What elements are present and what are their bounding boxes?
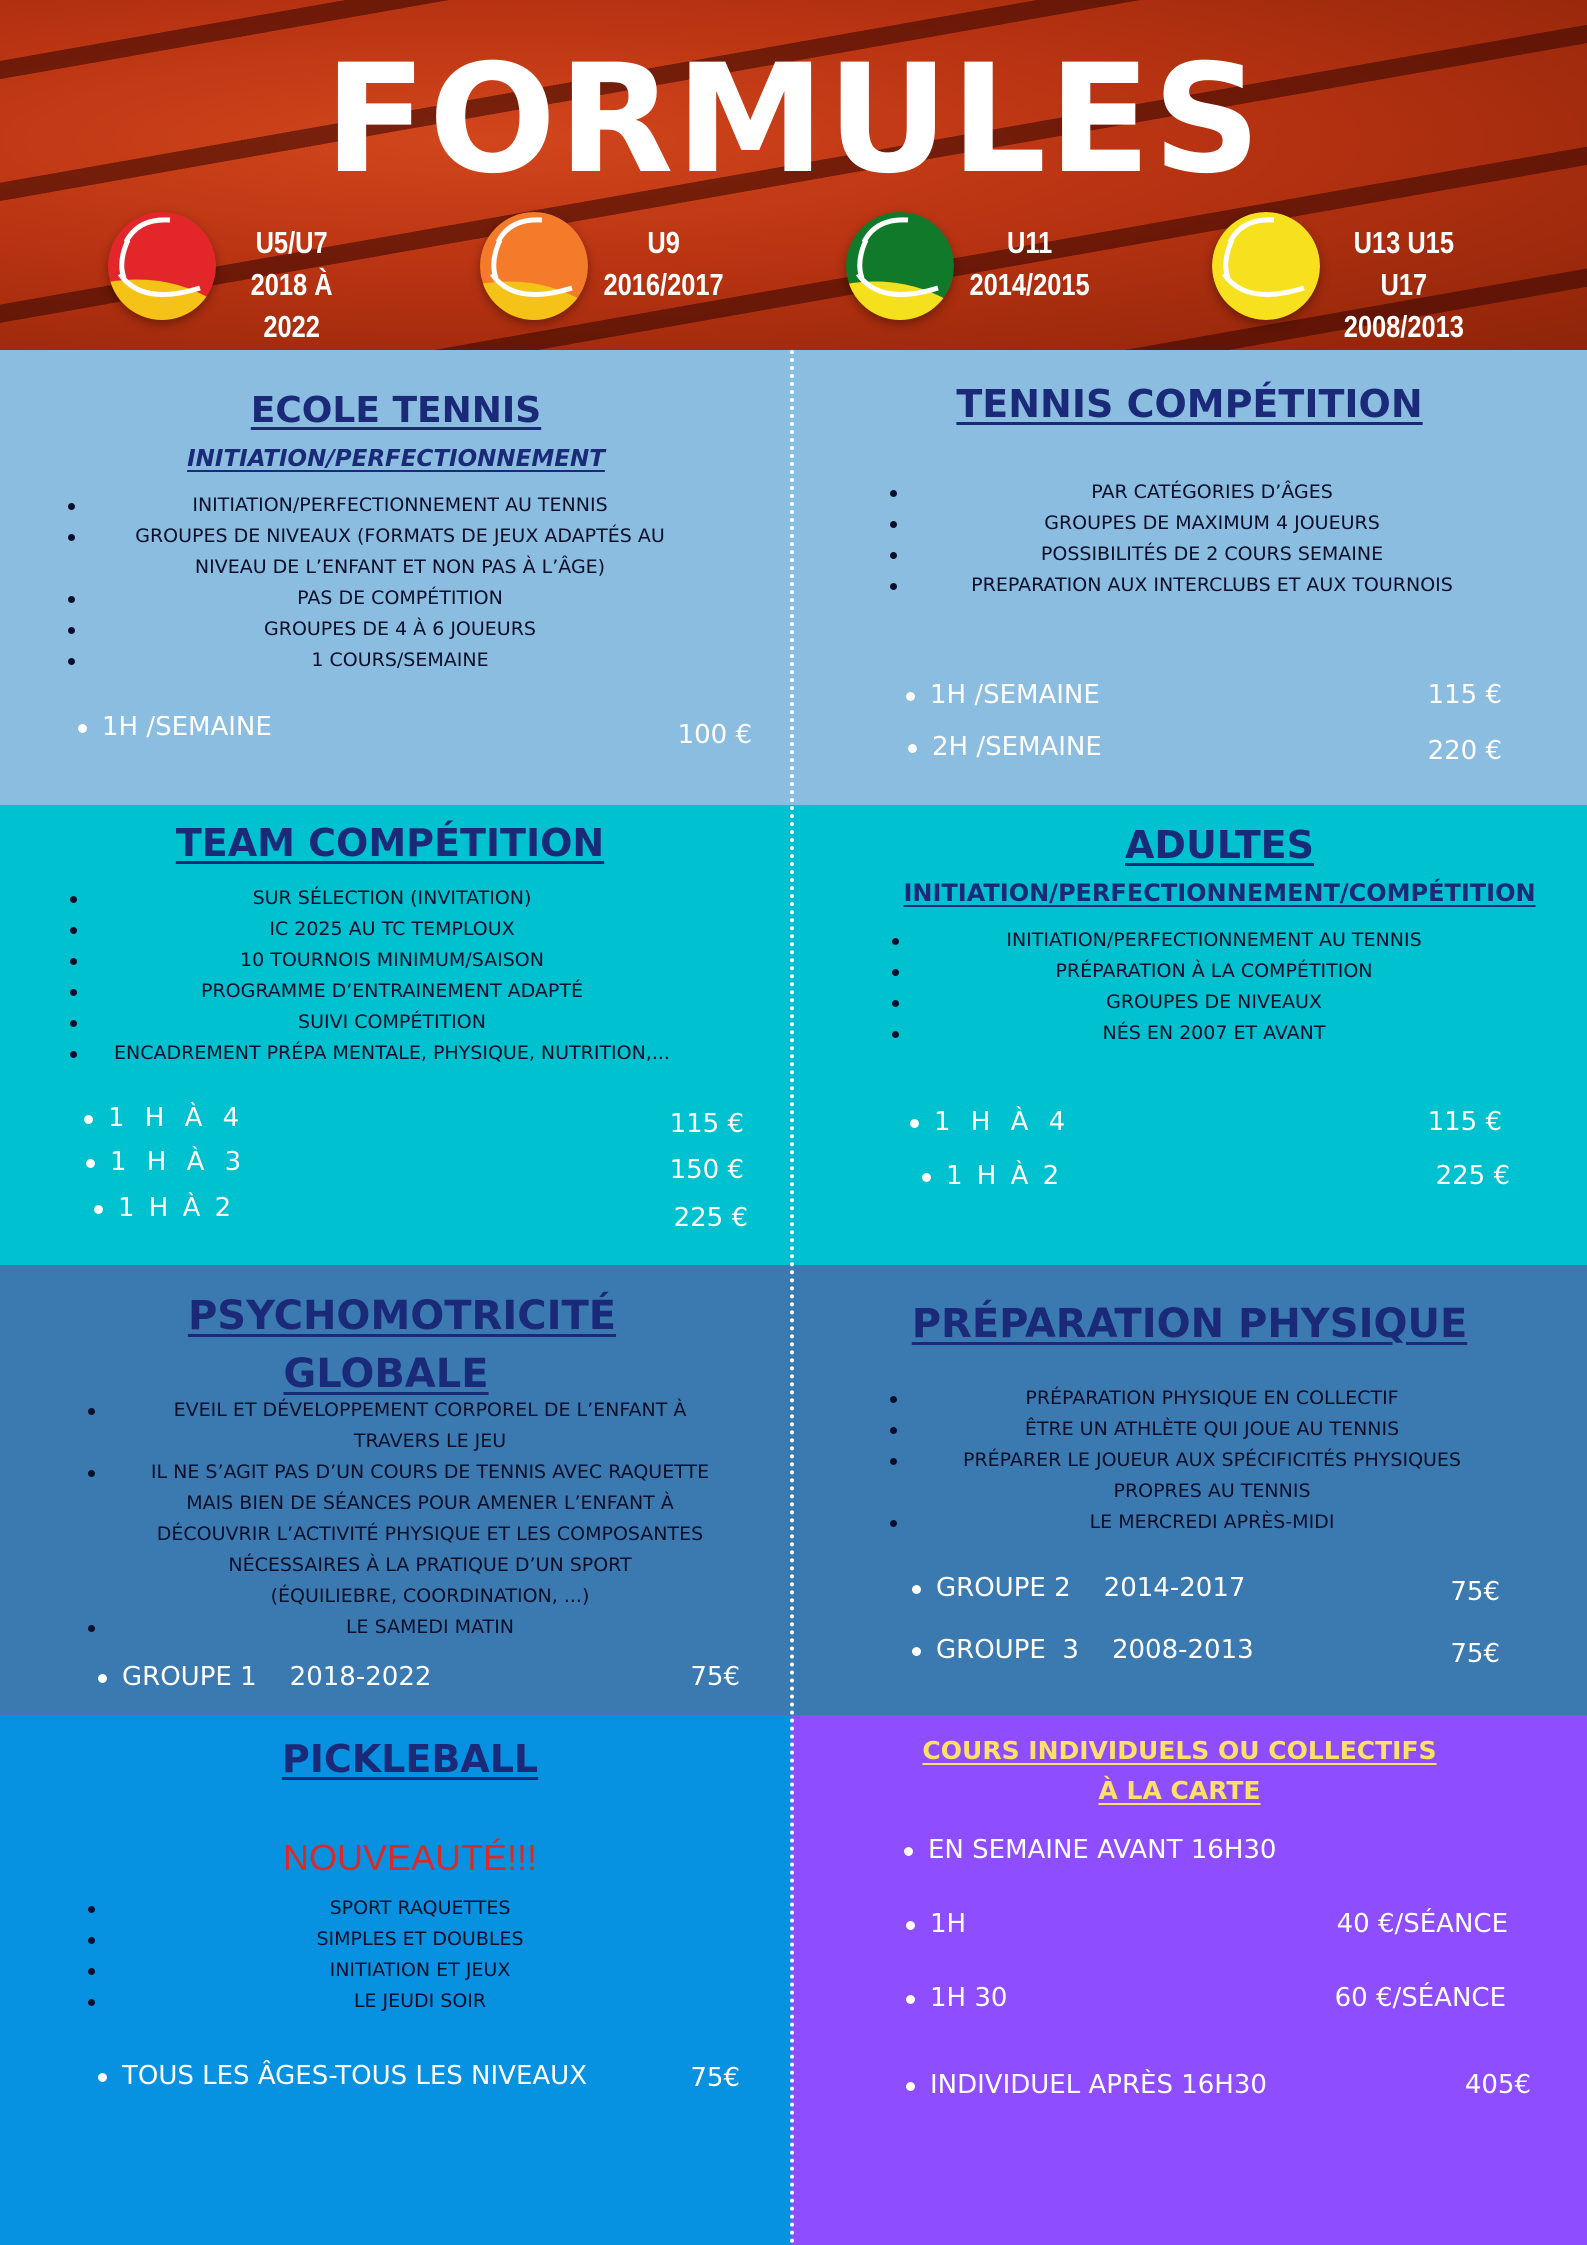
orange-tennis-ball-icon [480,212,588,320]
green-tennis-ball-icon [846,212,954,320]
price-label: GROUPE 2 2014-2017 [936,1573,1246,1603]
adultes-title: ADULTES [1125,823,1314,867]
category-years: 2016/2017 [603,267,724,302]
ecole-subtitle: INITIATION/PERFECTIONNEMENT [187,446,605,472]
panel-preparation-physique [792,1265,1587,1715]
list-item: POSSIBILITÉS DE 2 COURS SEMAINE [892,539,1532,570]
price-label: 1 H À 4 [934,1107,1072,1137]
individuels-title-line2: À LA CARTE [1098,1776,1261,1805]
pickle-title: PICKLEBALL [281,1737,539,1781]
pickle-bullets [90,1893,750,2017]
team-title: TEAM COMPÉTITION [175,821,605,865]
list-item: LE MERCREDI APRÈS-MIDI [892,1507,1532,1538]
price-label: GROUPE 1 2018-2022 [122,1662,432,1692]
price-value: 115 € [1427,1107,1502,1137]
panel-adultes [792,805,1587,1265]
list-item: SIMPLES ET DOUBLES [90,1924,750,1955]
price-row [122,1662,740,1715]
category-label: U9 [647,225,680,260]
list-item: ENCADREMENT PRÉPA MENTALE, PHYSIQUE, NUTRITION,... [72,1038,712,1069]
list-item: (ÉQUILIEBRE, COORDINATION, ...) [270,1585,590,1607]
list-item: 10 TOURNOIS MINIMUM/SAISON [72,945,712,976]
panel-tennis-competition [792,350,1587,805]
list-item: NÉCESSAIRES À LA PRATIQUE D’UN SPORT [228,1554,632,1576]
column-divider [790,350,794,2245]
price-value: 60 €/SÉANCE [1334,1983,1506,2013]
yellow-tennis-ball-icon [1212,212,1320,320]
list-item: DÉCOUVRIR L’ACTIVITÉ PHYSIQUE ET LES COMPOSANTES [156,1523,704,1545]
price-label: 1H /SEMAINE [102,712,272,742]
price-value: 75€ [1450,1639,1500,1669]
price-value: 405€ [1464,2070,1531,2100]
team-bullets [72,883,712,1069]
price-label: TOUS LES ÂGES-TOUS LES NIVEAUX [122,2061,588,2091]
prepa-title: PRÉPARATION PHYSIQUE [911,1301,1468,1347]
price-value: 75€ [690,2063,740,2093]
list-item: PROGRAMME D’ENTRAINEMENT ADAPTÉ [72,976,712,1007]
adultes-subtitle: INITIATION/PERFECTIONNEMENT/COMPÉTITION [903,879,1536,907]
category-u11 [846,212,1166,322]
list-item: GROUPES DE NIVEAUX [894,987,1534,1018]
list-item: PAS DE COMPÉTITION [70,583,730,614]
price-value: 225 € [673,1203,748,1233]
price-value: 225 € [1435,1161,1510,1191]
competition-title: TENNIS COMPÉTITION [956,382,1423,426]
category-label: U13 U15 U17 [1353,225,1454,302]
price-label: 2H /SEMAINE [932,732,1102,762]
panel-pickleball [0,1715,792,2245]
price-label: 1H [930,1909,967,1939]
price-value: 75€ [690,1662,740,1692]
category-u9 [480,212,800,322]
ecole-title: ECOLE TENNIS [250,390,542,431]
category-label: U11 [1006,225,1053,260]
category-u13-u15-u17 [1212,212,1532,344]
list-item: EVEIL ET DÉVELOPPEMENT CORPOREL DE L’ENFANT À [90,1395,770,1426]
price-label: 1 H À 4 [108,1103,246,1133]
list-item: SUR SÉLECTION (INVITATION) [72,883,712,914]
list-item: INITIATION/PERFECTIONNEMENT AU TENNIS [894,925,1534,956]
price-value: 115 € [1427,680,1502,710]
list-item: NIVEAU DE L’ENFANT ET NON PAS À L’ÂGE) [194,556,606,578]
list-item: NÉS EN 2007 ET AVANT [894,1018,1534,1049]
list-item: PREPARATION AUX INTERCLUBS ET AUX TOURNOIS [892,570,1532,601]
category-years: 2008/2013 [1343,309,1464,344]
list-item: PRÉPARATION À LA COMPÉTITION [894,956,1534,987]
price-label: 1 H À 2 [118,1193,235,1223]
list-item: LE JEUDI SOIR [90,1986,750,2017]
list-item: IC 2025 AU TC TEMPLOUX [72,914,712,945]
list-item: PROPRES AU TENNIS [1113,1480,1311,1502]
psycho-title-line1: PSYCHOMOTRICITÉ [187,1293,617,1339]
price-value: 40 €/SÉANCE [1336,1909,1508,1939]
list-item: INITIATION ET JEUX [90,1955,750,1986]
price-label: INDIVIDUEL APRÈS 16H30 [930,2070,1267,2100]
list-item: PRÉPARATION PHYSIQUE EN COLLECTIF [892,1383,1532,1414]
panel-ecole-tennis [0,350,792,805]
list-item: TRAVERS LE JEU [353,1430,507,1452]
list-item: GROUPES DE NIVEAUX (FORMATS DE JEUX ADAPTÉS AU [70,521,730,552]
list-item: SPORT RAQUETTES [90,1893,750,1924]
list-item: GROUPES DE 4 À 6 JOUEURS [70,614,730,645]
price-label: 1H 30 [930,1983,1008,2013]
list-item: LE SAMEDI MATIN [90,1612,770,1643]
list-item: INITIATION/PERFECTIONNEMENT AU TENNIS [70,490,730,521]
category-years: 2014/2015 [969,267,1090,302]
prepa-bullets [892,1383,1532,1538]
competition-bullets [892,477,1532,601]
psycho-title-line2: GLOBALE [283,1351,489,1397]
price-value: 100 € [677,720,752,750]
pickle-tagline: NOUVEAUTÉ!!! [282,1837,538,1878]
individuels-title-line1: COURS INDIVIDUELS OU COLLECTIFS [922,1736,1437,1765]
price-value: 75€ [1450,1577,1500,1607]
list-item: 1 COURS/SEMAINE [70,645,730,676]
list-item: ÊTRE UN ATHLÈTE QUI JOUE AU TENNIS [892,1414,1532,1445]
price-label: 1 H À 3 [110,1147,248,1177]
adultes-bullets [894,925,1534,1049]
psycho-bullets [90,1395,770,1643]
price-value: 115 € [669,1109,744,1139]
category-years: 2018 À 2022 [250,267,333,344]
list-item: GROUPES DE MAXIMUM 4 JOUEURS [892,508,1532,539]
price-label: GROUPE 3 2008-2013 [936,1635,1254,1665]
category-u5-u7 [108,212,428,344]
price-value: 150 € [669,1155,744,1185]
list-item: PAR CATÉGORIES D’ÂGES [892,477,1532,508]
page-title: FORMULES [324,33,1263,207]
list-item: PRÉPARER LE JOUEUR AUX SPÉCIFICITÉS PHYSIQUES [892,1445,1532,1476]
list-item: MAIS BIEN DE SÉANCES POUR AMENER L’ENFANT À [186,1492,674,1514]
list-item: SUIVI COMPÉTITION [72,1007,712,1038]
list-item: IL NE S’AGIT PAS D’UN COURS DE TENNIS AVEC RAQUETTE [90,1457,770,1488]
panel-cours-individuels [792,1715,1587,2245]
category-label: U5/U7 [255,225,328,260]
header-banner [0,0,1587,350]
price-label: EN SEMAINE AVANT 16H30 [928,1835,1277,1865]
ecole-bullets [70,490,730,676]
panel-team-competition [0,805,792,1265]
red-tennis-ball-icon [108,212,216,320]
price-label: 1 H À 2 [946,1161,1063,1191]
price-label: 1H /SEMAINE [930,680,1100,710]
price-value: 220 € [1427,736,1502,766]
panel-psychomotricite [0,1265,792,1715]
